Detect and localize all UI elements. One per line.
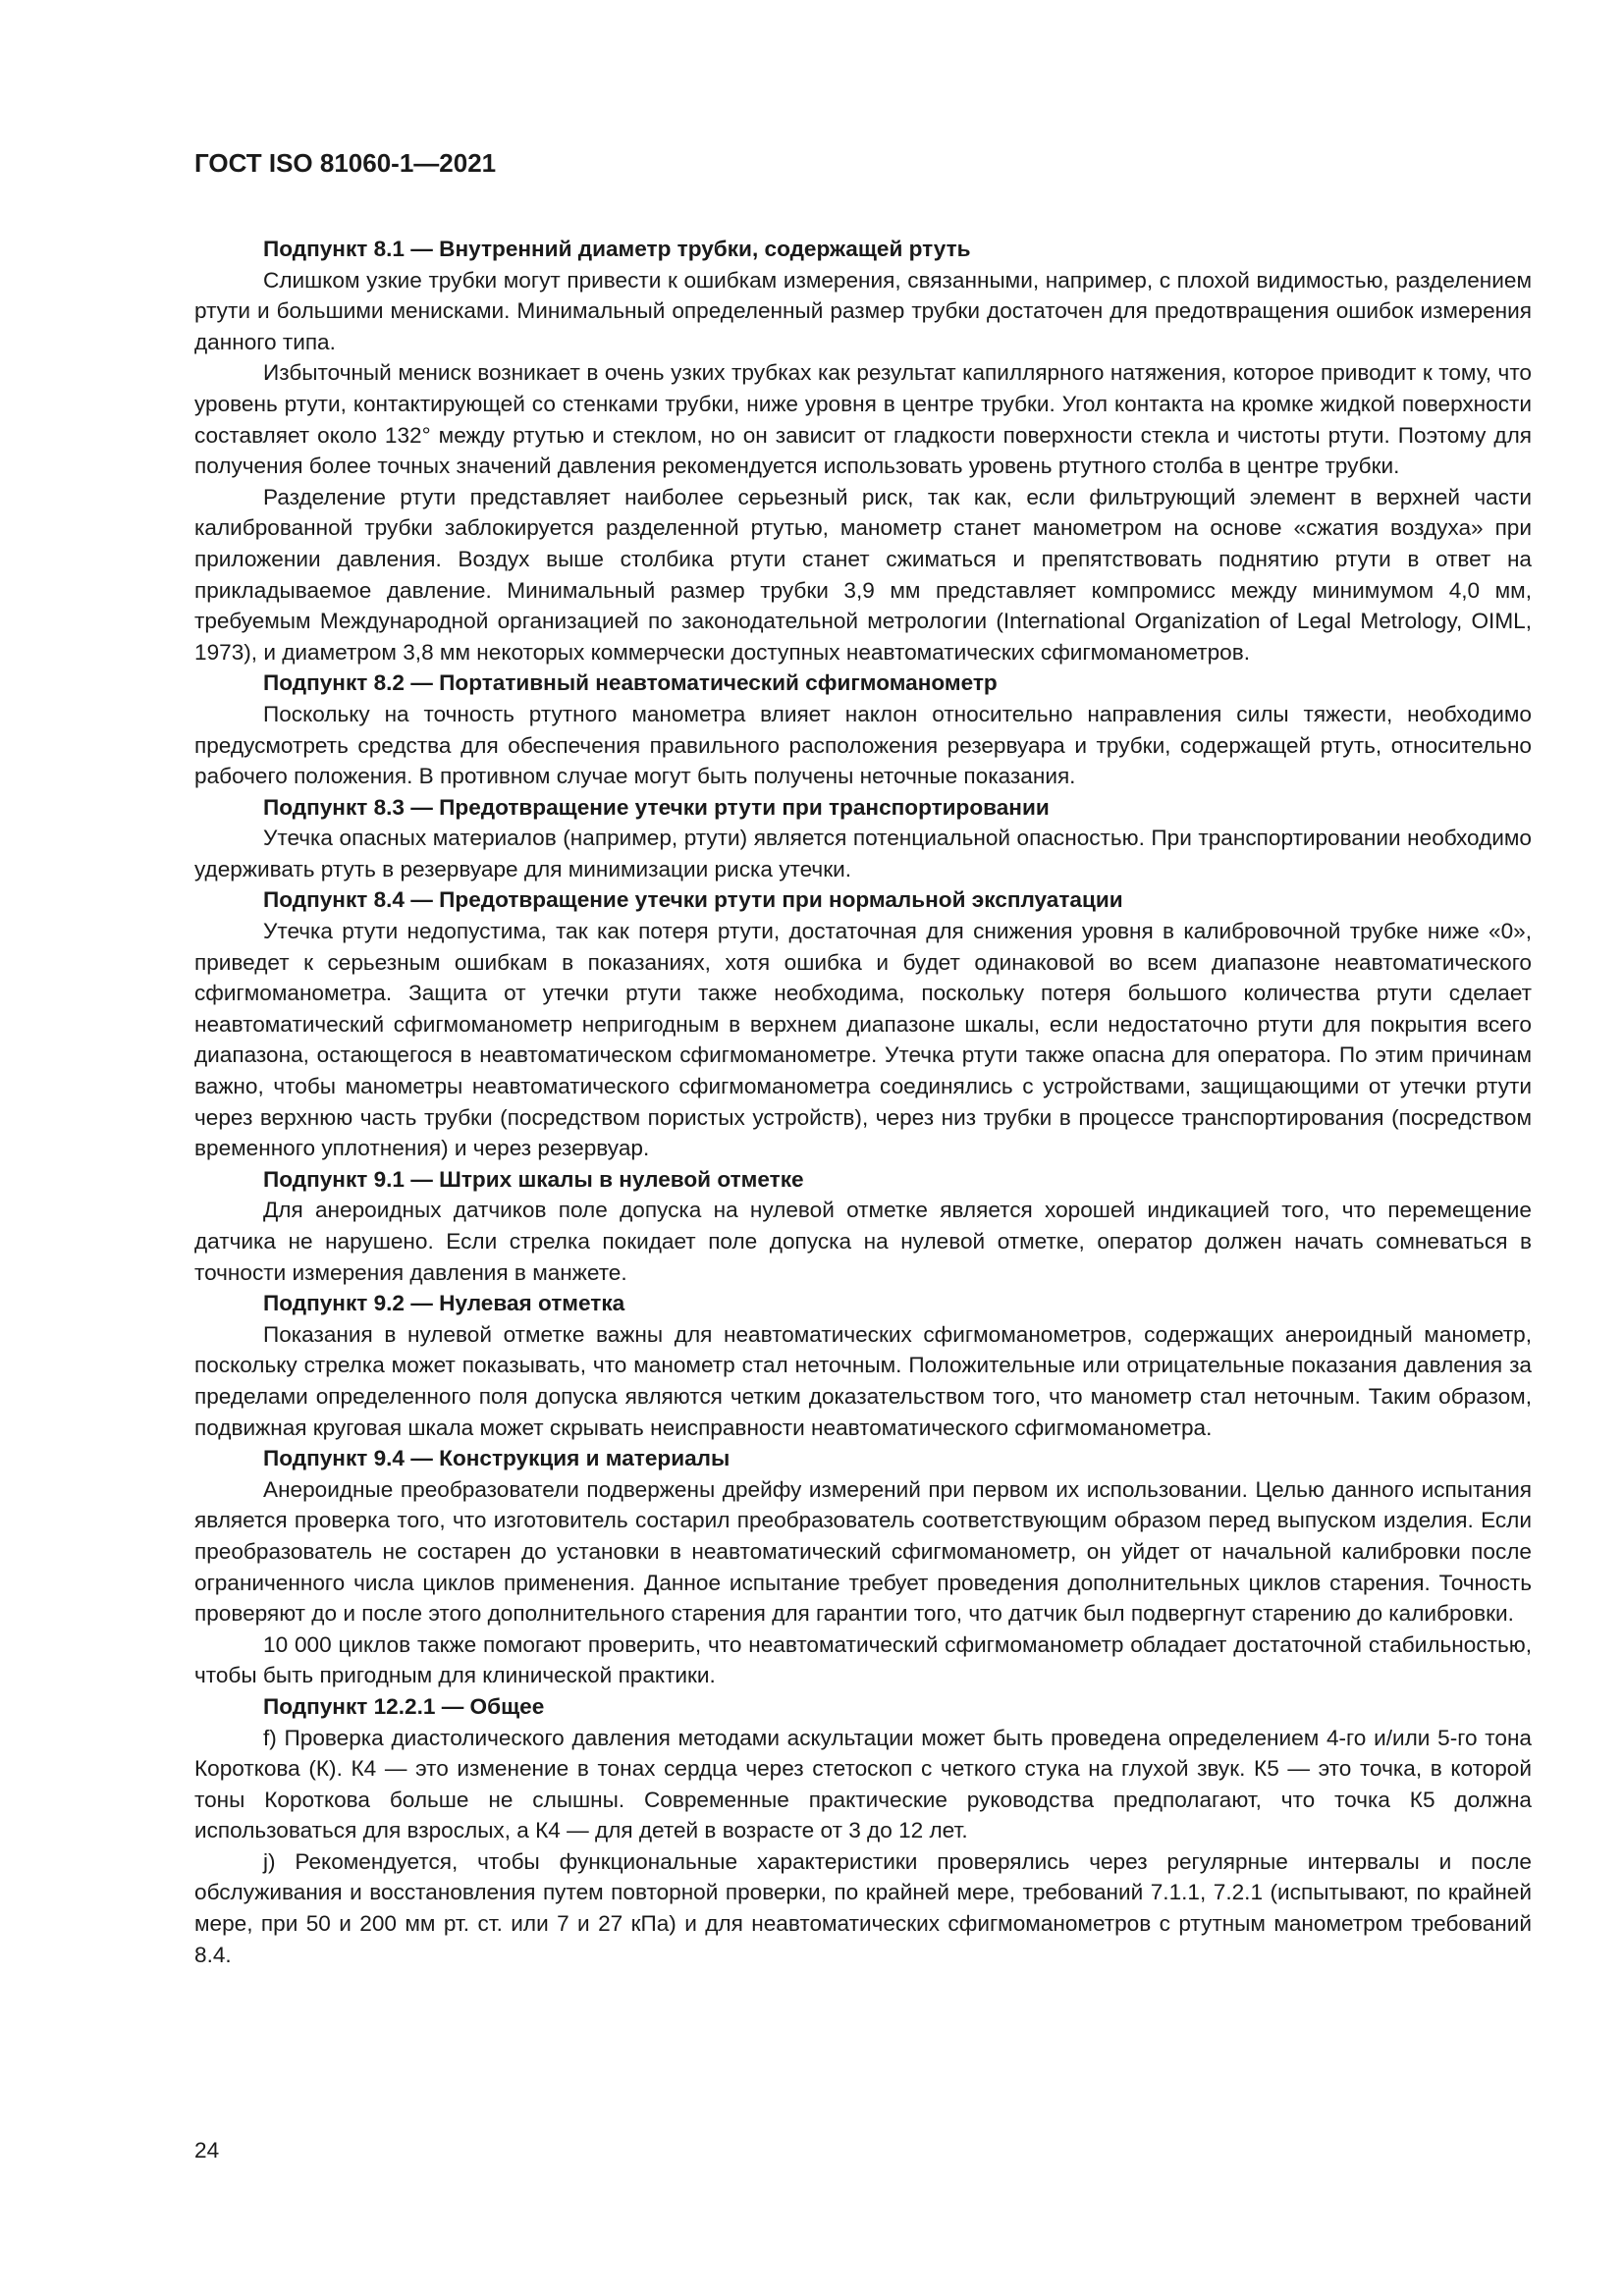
paragraph: Показания в нулевой отметке важны для неавтоматических сфигмоманометров, содержащих анероидный манометр, поскольку стрелка может показывать, что манометр стал неточным. Положительные или отрицательные показания давления за пределами определенного поля допуска являются четким доказательством того, что манометр стал неточным. Таким образом, подвижная круговая шкала может скрывать неисправности неавтоматического сфигмоманометра. <box>194 1321 1532 1440</box>
paragraph: Разделение ртути представляет наиболее серьезный риск, так как, если фильтрующий элемент в верхней части калиброванной трубки заблокируется разделенной ртутью, манометр станет манометром на основе «сжатия воздуха» при приложении давления. Воздух выше столбика ртути станет сжиматься и препятствовать поднятию ртути в ответ на прикладываемое давление. Минимальный размер трубки 3,9 мм представляет компромисс между минимумом 4,0 мм, требуемым Международной организацией по законодательной метрологии (International Organization of Legal Metrology, OIML, 1973), и диаметром 3,8 мм некоторых коммерчески доступных неавтоматических сфигмоманометров. <box>194 484 1532 665</box>
paragraph: Поскольку на точность ртутного манометра влияет наклон относительно направления силы тяжести, необходимо предусмотреть средства для обеспечения правильного расположения резервуара и трубки, содержащей ртуть, относительно рабочего положения. В противном случае могут быть получены неточные показания. <box>194 701 1532 789</box>
page-number: 24 <box>194 2138 220 2163</box>
section-heading: Подпункт 8.1 — Внутренний диаметр трубки, содержащей ртуть <box>263 237 971 261</box>
paragraph: Утечка ртути недопустима, так как потеря ртути, достаточная для снижения уровня в калибровочной трубке ниже «0», приведет к серьезным ошибкам в показаниях, хотя ошибка и будет одинаковой во всем диапазоне неавтоматического сфигмоманометра. Защита от утечки ртути также необходима, поскольку потеря большого количества ртути сделает неавтоматический сфигмоманометр непригодным в верхнем диапазоне шкалы, если недостаточно ртути для покрытия всего диапазона, остающегося в неавтоматическом сфигмоманометре. Утечка ртути также опасна для оператора. По этим причинам важно, чтобы манометры неавтоматического сфигмоманометра соединялись с устройствами, защищающими от утечки ртути через верхнюю часть трубки (посредством пористых устройств), через низ трубки в процессе транспортирования (посредством временного уплотнения) и через резервуар. <box>194 919 1532 1161</box>
document-page <box>194 147 1532 1970</box>
section-heading: Подпункт 9.1 — Штрих шкалы в нулевой отметке <box>263 1166 804 1192</box>
section-heading: Подпункт 9.2 — Нулевая отметка <box>263 1291 625 1316</box>
paragraph: j) Рекомендуется, чтобы функциональные характеристики проверялись через регулярные интервалы и после обслуживания и восстановления путем повторной проверки, по крайней мере, требований 7.1.1, 7.2.1 (испытывают, по крайней мере, при 50 и 200 мм рт. ст. или 7 и 27 кПа) и для неавтоматических сфигмоманометров с ртутным манометром требований 8.4. <box>194 1848 1532 1967</box>
paragraph: Избыточный мениск возникает в очень узких трубках как результат капиллярного натяжения, которое приводит к тому, что уровень ртути, контактирующей со стенками трубки, ниже уровня в центре трубки. Угол контакта на кромке жидкой поверхности составляет около 132° между ртутью и стеклом, но он зависит от гладкости поверхности стекла и чистоты ртути. Поэтому для получения более точных значений давления рекомендуется использовать уровень ртутного столба в центре трубки. <box>194 360 1532 479</box>
section-heading: Подпункт 9.4 — Конструкция и материалы <box>263 1446 731 1471</box>
paragraph: Слишком узкие трубки могут привести к ошибкам измерения, связанными, например, с плохой видимостью, разделением ртути и большими менисками. Минимальный определенный размер трубки достаточен для предотвращения ошибок измерения данного типа. <box>194 267 1532 354</box>
section-heading: Подпункт 12.2.1 — Общее <box>263 1693 545 1719</box>
document-header: ГОСТ ISO 81060-1—2021 <box>194 148 497 178</box>
section-heading: Подпункт 8.4 — Предотвращение утечки ртути при нормальной эксплуатации <box>263 887 1123 913</box>
paragraph: Утечка опасных материалов (например, ртути) является потенциальной опасностью. При транспортировании необходимо удерживать ртуть в резервуаре для минимизации риска утечки. <box>194 826 1532 881</box>
paragraph: f) Проверка диастолического давления методами аскультации может быть проведена определением 4-го и/или 5-го тона Короткова (К). К4 — это изменение в тонах сердца через стетоскоп с четкого стука на глухой звук. К5 — это точка, в которой тоны Короткова больше не слышны. Современные практические руководства предполагают, что точка К5 должна использоваться для взрослых, а К4 — для детей в возрасте от 3 до 12 лет. <box>194 1725 1532 1843</box>
paragraph: 10 000 циклов также помогают проверить, что неавтоматический сфигмоманометр обладает достаточной стабильностью, чтобы быть пригодным для клинической практики. <box>194 1631 1532 1688</box>
section-heading: Подпункт 8.3 — Предотвращение утечки ртути при транспортировании <box>263 794 1050 820</box>
paragraph: Анероидные преобразователи подвержены дрейфу измерений при первом их использовании. Целью данного испытания является проверка того, что изготовитель состарил преобразователь соответствующим образом перед выпуском изделия. Если преобразователь не состарен до установки в неавтоматический сфигмоманометр, он уйдет от начальной калибровки после ограниченного числа циклов применения. Данное испытание требует проведения дополнительных циклов старения. Точность проверяют до и после этого дополнительного старения для гарантии того, что датчик был подвергнут старению до калибровки. <box>194 1476 1532 1627</box>
document-body <box>194 234 1532 1970</box>
paragraph: Для анероидных датчиков поле допуска на нулевой отметке является хорошей индикацией того, что перемещение датчика не нарушено. Если стрелка покидает поле допуска на нулевой отметке, оператор должен начать сомневаться в точности измерения давления в манжете. <box>194 1198 1532 1285</box>
section-heading: Подпункт 8.2 — Портативный неавтоматический сфигмоманометр <box>263 670 998 696</box>
